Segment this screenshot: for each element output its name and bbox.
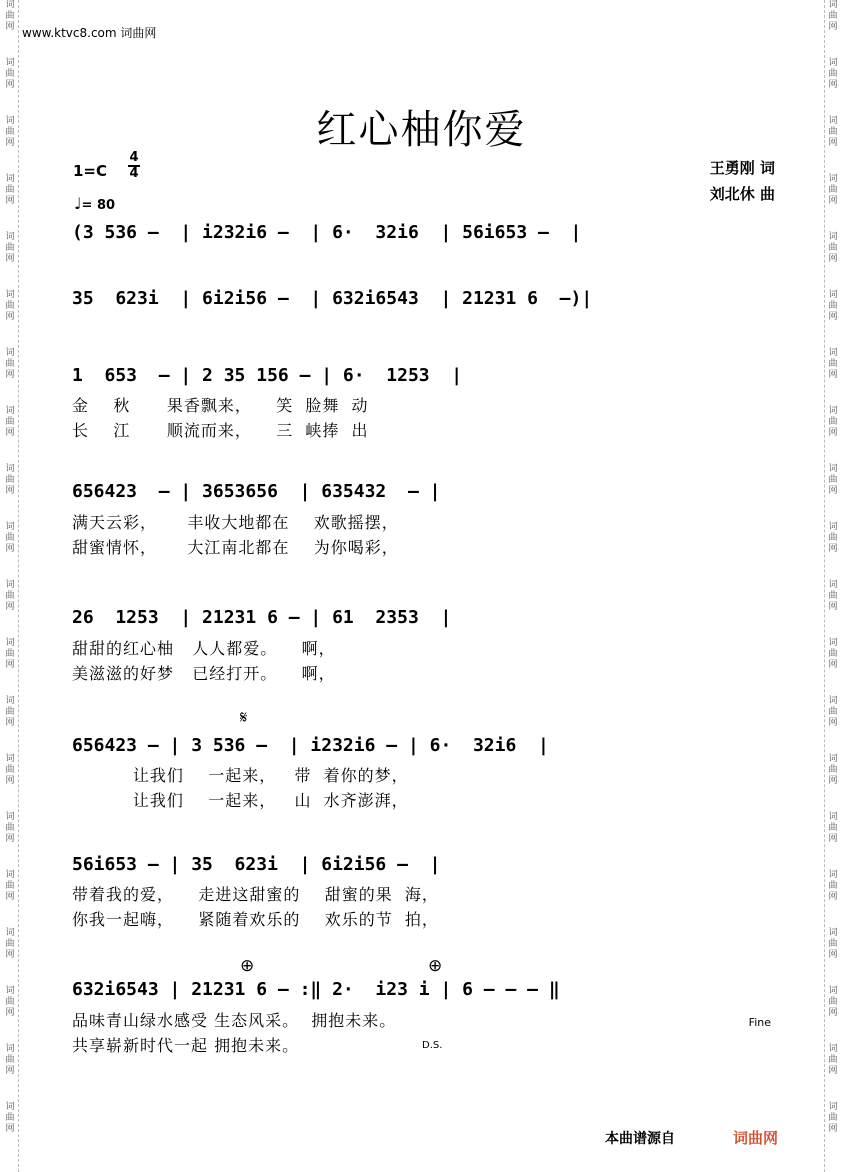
watermark-text: 词 曲 网 xyxy=(5,696,15,728)
watermark-text: 词 曲 网 xyxy=(828,812,838,844)
time-top: 4 xyxy=(129,150,139,165)
watermark-text: 词 曲 网 xyxy=(828,870,838,902)
watermark-text: 词 曲 网 xyxy=(5,290,15,322)
lyrics-row-8-line-1: 品味青山绿水感受 生态风采。 拥抱未来。 xyxy=(72,1011,397,1030)
site-url[interactable]: www.ktvc8.com 词曲网 xyxy=(22,26,157,40)
watermark-text: 词 曲 网 xyxy=(5,870,15,902)
watermark-text: 词 曲 网 xyxy=(828,580,838,612)
watermark-text: 词 曲 网 xyxy=(5,580,15,612)
lyrics-row-5-line-2: 美滋滋的好梦 已经打开。 啊， xyxy=(72,664,336,683)
lyrics-row-4-line-1: 满天云彩， 丰收大地都在 欢歌摇摆， xyxy=(72,513,399,532)
credits xyxy=(710,155,775,207)
watermark-text: 词 曲 网 xyxy=(5,638,15,670)
watermark-text: 词 曲 网 xyxy=(828,58,838,90)
quarter-note-icon: ♩ xyxy=(74,194,82,213)
watermark-text: 词 曲 网 xyxy=(5,1044,15,1076)
lyrics-row-6-line-1: 让我们 一起来， 带 着你的梦， xyxy=(72,766,409,785)
lyrics-row-5-line-1: 甜甜的红心柚 人人都爱。 啊， xyxy=(72,639,336,658)
song-title: 红心柚你爱 xyxy=(316,107,527,153)
watermark-text: 词 曲 网 xyxy=(5,928,15,960)
tempo-value: = 80 xyxy=(81,198,116,213)
notes-row-8: 632i6543 | 21231 6 – :‖ 2· i23 i | 6 – – – ‖ xyxy=(72,979,560,1000)
lyrics-row-7-line-2: 你我一起嗨， 紧随着欢乐的 欢乐的节 拍， xyxy=(72,910,439,929)
watermark-text: 词 曲 网 xyxy=(5,754,15,786)
watermark-text: 词 曲 网 xyxy=(828,116,838,148)
lyrics-row-3-line-2: 长 江 顺流而来， 三 峡捧 出 xyxy=(72,421,369,440)
watermark-text: 词 曲 网 xyxy=(828,696,838,728)
watermark-text: 词 曲 网 xyxy=(5,0,15,32)
notes-row-7: 56i653 – | 35 623i | 6i2i56 – | xyxy=(72,854,441,875)
ds-marking: D.S. xyxy=(422,1040,443,1051)
watermark-text: 词 曲 网 xyxy=(828,0,838,32)
watermark-text: 词 曲 网 xyxy=(828,638,838,670)
lyrics-row-3-line-1: 金 秋 果香飘来， 笑 脸舞 动 xyxy=(72,396,369,415)
side-watermark-right xyxy=(824,0,841,1172)
watermark-text: 词 曲 网 xyxy=(828,1102,838,1134)
watermark-text: 词 曲 网 xyxy=(5,464,15,496)
notes-row-2: 35 623i | 6i2i56 – | 632i6543 | 21231 6 –)| xyxy=(72,288,593,309)
watermark-text: 词 曲 网 xyxy=(5,1102,15,1134)
watermark-text: 词 曲 网 xyxy=(828,522,838,554)
notes-row-3: 1 653 – | 2 35 156 – | 6· 1253 | xyxy=(72,365,463,386)
watermark-text: 词 曲 网 xyxy=(5,522,15,554)
fine-marking: Fine xyxy=(748,1016,771,1029)
lyricist: 王勇刚 词 xyxy=(709,159,775,177)
coda-icon-2: ⊕ xyxy=(428,956,443,976)
watermark-text: 词 曲 网 xyxy=(828,464,838,496)
composer: 刘北休 曲 xyxy=(709,185,775,203)
lyrics-row-4-line-2: 甜蜜情怀， 大江南北都在 为你喝彩， xyxy=(72,538,399,557)
watermark-text: 词 曲 网 xyxy=(828,986,838,1018)
key-signature: 1=C xyxy=(73,162,108,180)
lyrics-row-7-line-1: 带着我的爱， 走进这甜蜜的 甜蜜的果 海， xyxy=(72,885,439,904)
lyrics-row-8-line-2: 共享崭新时代一起 拥抱未来。 xyxy=(72,1036,300,1055)
notes-row-1: (3 536 – | i232i6 – | 6· 32i6 | 56i653 – | xyxy=(72,222,582,243)
watermark-text: 词 曲 网 xyxy=(5,174,15,206)
footer-source: 本曲谱源自 xyxy=(605,1131,675,1147)
watermark-text: 词 曲 网 xyxy=(828,232,838,264)
time-signature xyxy=(128,151,140,181)
coda-icon-1: ⊕ xyxy=(240,956,255,976)
watermark-text: 词 曲 网 xyxy=(5,812,15,844)
time-bottom: 4 xyxy=(129,166,139,181)
lyrics-row-6-line-2: 让我们 一起来， 山 水齐澎湃， xyxy=(72,791,409,810)
watermark-text: 词 曲 网 xyxy=(828,1044,838,1076)
notes-row-6: 656423 – | 3 536 – | i232i6 – | 6· 32i6 | xyxy=(72,735,549,756)
notes-row-4: 656423 – | 3653656 | 635432 – | xyxy=(72,481,441,502)
watermark-text: 词 曲 网 xyxy=(828,290,838,322)
watermark-text: 词 曲 网 xyxy=(5,986,15,1018)
watermark-text: 词 曲 网 xyxy=(5,406,15,438)
watermark-text: 词 曲 网 xyxy=(5,116,15,148)
watermark-text: 词 曲 网 xyxy=(5,348,15,380)
footer-brand[interactable]: 词曲网 xyxy=(733,1129,779,1147)
notes-row-5: 26 1253 | 21231 6 – | 61 2353 | xyxy=(72,607,452,628)
watermark-text: 词 曲 网 xyxy=(828,928,838,960)
watermark-text: 词 曲 网 xyxy=(828,406,838,438)
watermark-text: 词 曲 网 xyxy=(828,754,838,786)
watermark-text: 词 曲 网 xyxy=(5,232,15,264)
segno-icon: 𝄋 xyxy=(240,708,248,728)
footer xyxy=(605,1127,778,1148)
side-watermark-left xyxy=(2,0,19,1172)
watermark-text: 词 曲 网 xyxy=(5,58,15,90)
tempo-marking xyxy=(74,194,115,213)
watermark-text: 词 曲 网 xyxy=(828,348,838,380)
watermark-text: 词 曲 网 xyxy=(828,174,838,206)
